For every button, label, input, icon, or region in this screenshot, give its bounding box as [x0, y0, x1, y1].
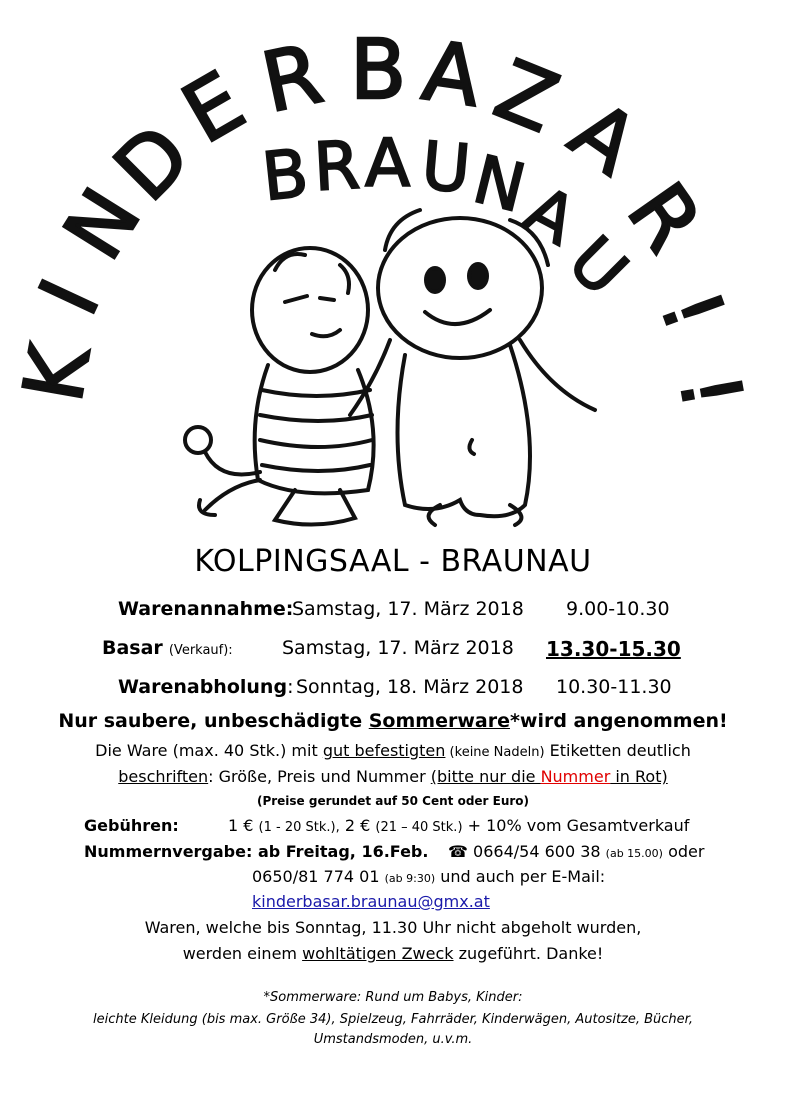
footnote-line-1: *Sommerware: Rund um Babys, Kinder:: [263, 990, 523, 1005]
fees-label: Gebühren:: [84, 816, 179, 835]
svg-text:Z: Z: [482, 42, 571, 152]
schedule-date: Samstag, 17. März 2018: [292, 598, 524, 620]
svg-text:B: B: [258, 134, 312, 216]
text-underlined: wohltätigen Zweck: [302, 944, 454, 963]
svg-text:K: K: [6, 339, 110, 409]
text: werden einem: [182, 944, 303, 963]
closing-line-1: Waren, welche bis Sonntag, 11.30 Uhr nicht abgeholt wurden,: [144, 918, 642, 937]
schedule-label: Warenannahme:: [118, 598, 294, 620]
svg-text:A: A: [417, 23, 487, 126]
svg-text:E: E: [167, 54, 260, 163]
telephone-icon: ☎: [448, 842, 468, 861]
svg-text:I: I: [22, 266, 119, 329]
text: : Größe, Preis und Nummer: [208, 767, 431, 786]
fees-values: [228, 816, 689, 835]
schedule-label-extra: (Verkauf):: [168, 643, 233, 658]
fee-value: 1 €: [228, 816, 254, 835]
fee-percent: + 10% vom Gesamtverkauf: [467, 816, 690, 835]
phone-number: 0650/81 774 01: [252, 867, 380, 886]
text: Etiketten deutlich: [544, 741, 691, 760]
text-red-nummer: Nummer: [540, 767, 611, 786]
svg-text:A: A: [553, 83, 654, 194]
rules-line-3: (Preise gerundet auf 50 Cent oder Euro): [256, 794, 530, 808]
rules-headline-text-end: *wird angenommen!: [509, 710, 728, 732]
schedule-date: Samstag, 17. März 2018: [282, 637, 514, 659]
schedule-row-basar: [102, 637, 233, 659]
phone-hours: (ab 15.00): [605, 847, 663, 860]
schedule-time: 9.00-10.30: [566, 598, 670, 620]
email-link[interactable]: [252, 892, 490, 911]
svg-text:B: B: [350, 23, 407, 118]
schedule-row-warenabholung: [118, 676, 293, 698]
schedule-label: Warenabholung: [118, 676, 288, 698]
kinderbazar-logo: [6, 20, 760, 530]
email-address[interactable]: kinderbasar.braunau@gmx.at: [252, 892, 490, 911]
nummernvergabe-label: Nummernvergabe: ab Freitag, 16.Feb.: [84, 842, 429, 861]
footnote-line-2: leichte Kleidung (bis max. Größe 34), Spielzeug, Fahrräder, Kinderwägen, Autositze, Bücher,: [93, 1012, 693, 1027]
rules-headline-text: Nur saubere, unbeschädigte: [58, 710, 369, 732]
svg-text:U: U: [418, 127, 474, 209]
text: zugeführt. Danke!: [453, 944, 604, 963]
fee-value: 2 €: [344, 816, 371, 835]
svg-text:R: R: [254, 26, 330, 132]
phone-line-1: [448, 842, 704, 861]
rules-line-1: [0, 741, 786, 760]
schedule-label: Basar: [102, 637, 163, 659]
text-underlined: gut befestigten: [322, 741, 446, 760]
svg-text:R: R: [311, 126, 362, 206]
svg-text:!: !: [641, 279, 742, 343]
phone-line-2: [252, 867, 605, 886]
svg-text:D: D: [96, 107, 209, 220]
rules-headline-sommerware: Sommerware: [368, 710, 510, 732]
svg-text:N: N: [46, 173, 160, 276]
text-underlined: (bitte nur die: [430, 767, 541, 786]
rules-headline: [0, 710, 786, 732]
schedule-time: 10.30-11.30: [556, 676, 672, 698]
closing-line-2: [0, 944, 786, 963]
svg-text:R: R: [608, 166, 720, 269]
text: oder: [668, 842, 705, 861]
fee-range: (1 - 20 Stk.),: [258, 820, 340, 835]
svg-text:A: A: [512, 171, 589, 261]
svg-text:!: !: [660, 366, 760, 416]
text-underlined: in Rot): [610, 767, 668, 786]
svg-text:A: A: [365, 125, 411, 202]
schedule-row-warenannahme: [118, 598, 293, 620]
text-small: (keine Nadeln): [445, 745, 545, 760]
text: und auch per E-Mail:: [440, 867, 606, 886]
phone-number: 0664/54 600 38: [473, 842, 601, 861]
schedule-time-highlight: 13.30-15.30: [546, 637, 681, 661]
text-underlined: beschriften: [118, 767, 209, 786]
schedule-date: Sonntag, 18. März 2018: [296, 676, 524, 698]
svg-text:U: U: [553, 221, 643, 311]
svg-text:N: N: [466, 140, 533, 228]
venue-title: KOLPINGSAAL - BRAUNAU: [194, 544, 592, 579]
fee-range: (21 – 40 Stk.): [375, 820, 463, 835]
phone-hours: (ab 9:30): [384, 872, 436, 885]
rules-line-2: [0, 767, 786, 786]
schedule-label-extra: :: [287, 676, 294, 698]
footnote-line-3: Umstandsmoden, u.v.m.: [313, 1032, 473, 1047]
text: Die Ware (max. 40 Stk.) mit: [95, 741, 323, 760]
